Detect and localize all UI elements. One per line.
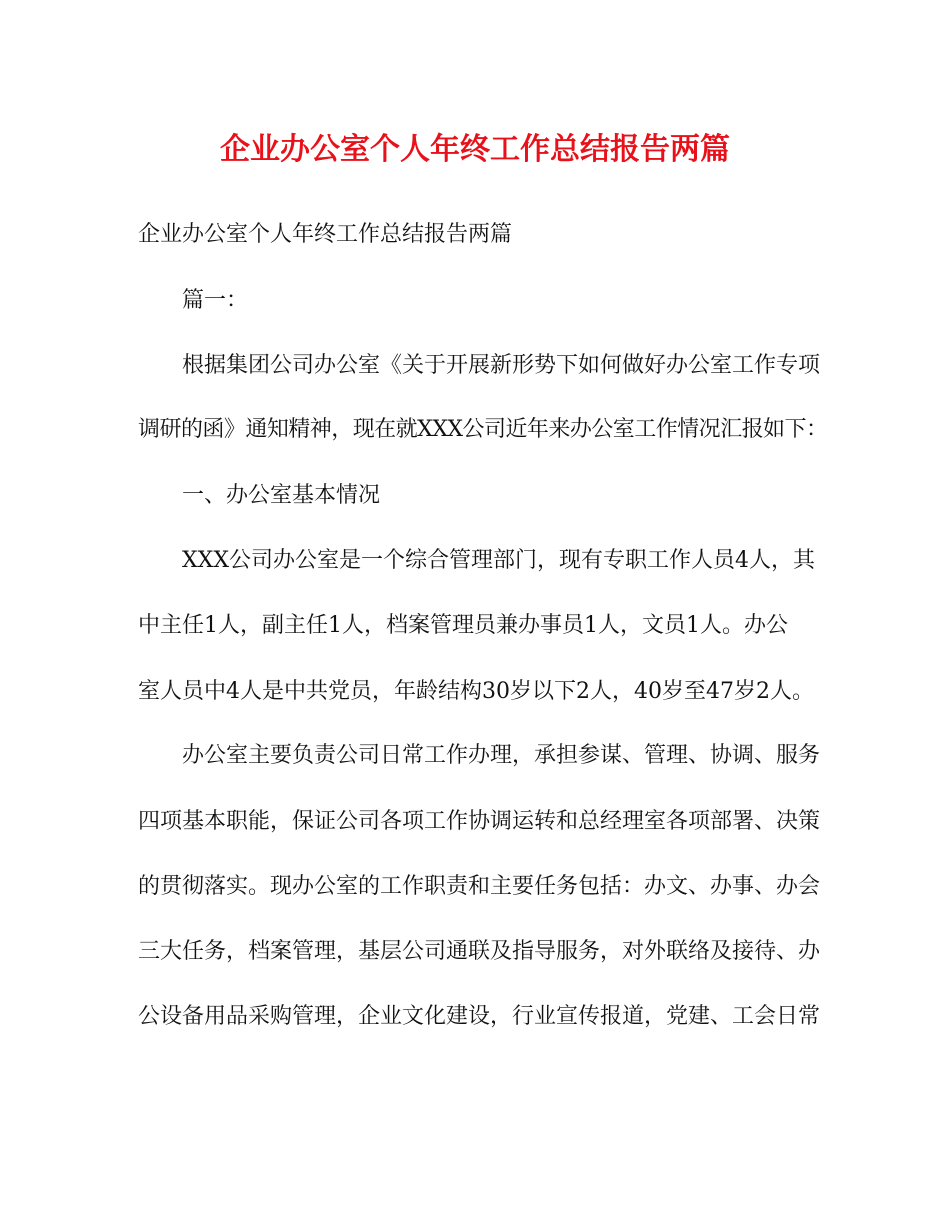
- body-line-13: 公设备用品采购管理，企业文化建设，行业宣传报道，党建、工会日常: [138, 1004, 821, 1029]
- body-line-9: 办公室主要负责公司日常工作办理，承担参谋、管理、协调、服务: [182, 743, 821, 768]
- body-line-3: 根据集团公司办公室《关于开展新形势下如何做好办公室工作专项: [182, 353, 821, 378]
- body-line-6: XXX公司办公室是一个综合管理部门，现有专职工作人员4人，其: [182, 548, 815, 573]
- section-heading-1: 一、办公室基本情况: [182, 483, 381, 508]
- body-line-10: 四项基本职能，保证公司各项工作协调运转和总经理室各项部署、决策: [138, 809, 821, 834]
- body-line-11: 的贯彻落实。现办公室的工作职责和主要任务包括：办文、办事、办会: [138, 874, 821, 899]
- body-line-7: 中主任1人，副主任1人，档案管理员兼办事员1人，文员1人。办公: [138, 613, 788, 638]
- body-line-subtitle: 企业办公室个人年终工作总结报告两篇: [138, 222, 513, 247]
- body-line-part-one: 篇一：: [182, 288, 249, 313]
- document-title: 企业办公室个人年终工作总结报告两篇: [220, 132, 730, 167]
- body-line-4: 调研的函》通知精神，现在就XXX公司近年来办公室工作情况汇报如下：: [138, 417, 828, 442]
- body-line-8: 室人员中4人是中共党员，年龄结构30岁以下2人，40岁至47岁2人。: [138, 679, 814, 704]
- body-line-12: 三大任务，档案管理，基层公司通联及指导服务，对外联络及接待、办: [138, 939, 821, 964]
